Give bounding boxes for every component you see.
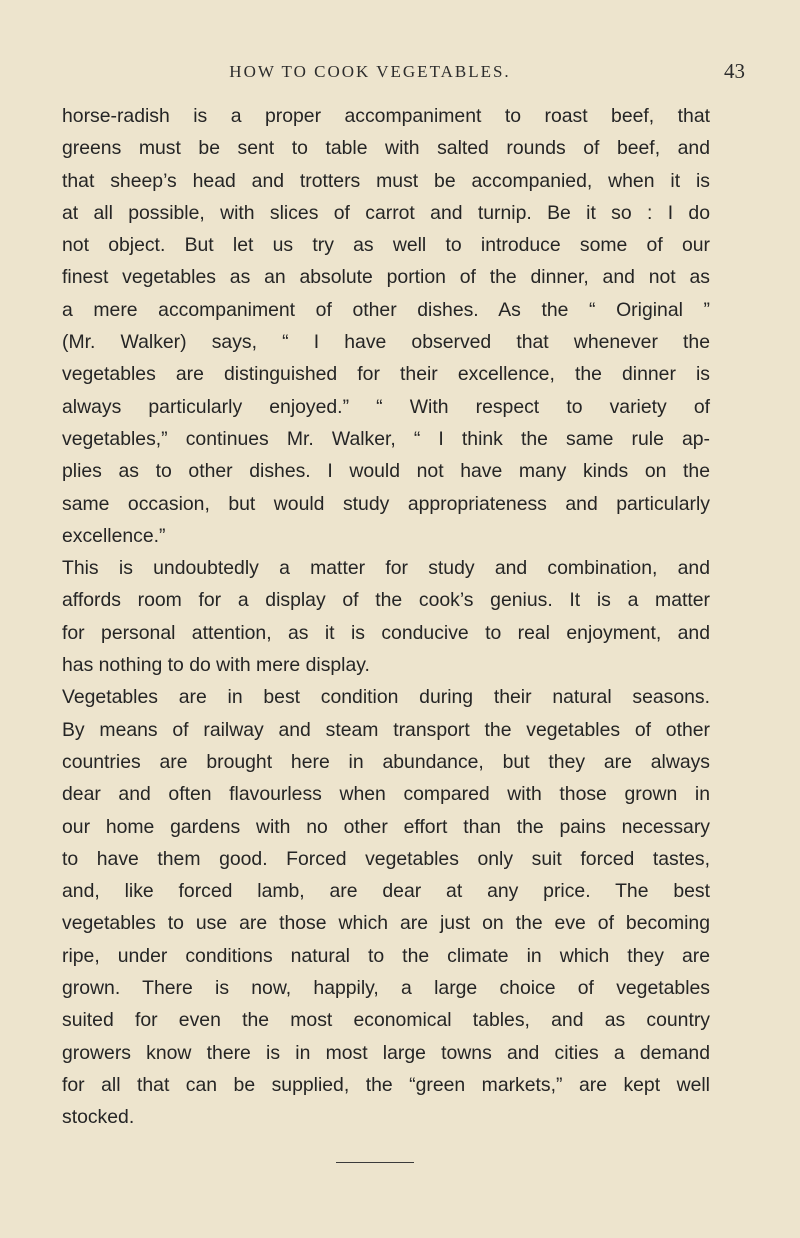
body-text xyxy=(62,100,710,1134)
text-line: Vegetables are in best condition during their natural seasons. xyxy=(62,686,710,709)
text-line: By means of railway and steam transport the vegetables of other xyxy=(62,718,710,741)
text-line: suited for even the most economical tables, and as country xyxy=(62,1009,710,1032)
text-line: for all that can be supplied, the “green markets,” are kept well xyxy=(62,1073,710,1096)
text-line: that sheep’s head and trotters must be accompanied, when it is xyxy=(62,169,710,192)
text-line: plies as to other dishes. I would not have many kinds on the xyxy=(62,460,710,483)
text-line: vegetables are distinguished for their excellence, the dinner is xyxy=(62,363,710,386)
text-line: (Mr. Walker) says, “ I have observed that whenever the xyxy=(62,331,710,354)
text-line: not object. But let us try as well to introduce some of our xyxy=(62,234,710,257)
text-line: horse-radish is a proper accompaniment to roast beef, that xyxy=(62,105,710,127)
text-line: a mere accompaniment of other dishes. As the “ Original ” xyxy=(62,298,710,321)
text-line: to have them good. Forced vegetables only suit forced tastes, xyxy=(62,847,710,870)
text-line: and, like forced lamb, are dear at any price. The best xyxy=(62,880,710,903)
text-line: vegetables,” continues Mr. Walker, “ I think the same rule ap- xyxy=(62,427,710,450)
text-line: vegetables to use are those which are just on the eve of becoming xyxy=(62,912,710,935)
text-line: stocked. xyxy=(62,1106,135,1129)
text-line: at all possible, with slices of carrot and turnip. Be it so : I do xyxy=(62,201,710,224)
text-line: finest vegetables as an absolute portion of the dinner, and not as xyxy=(62,266,710,289)
running-title: HOW TO COOK VEGETABLES. xyxy=(229,62,511,81)
section-end-rule xyxy=(336,1162,414,1163)
text-line: has nothing to do with mere display. xyxy=(62,654,370,677)
text-line: ripe, under conditions natural to the climate in which they are xyxy=(62,944,710,967)
text-line: same occasion, but would study appropriateness and particularly xyxy=(62,492,710,515)
text-line: dear and often flavourless when compared with those grown in xyxy=(62,783,710,806)
text-line: our home gardens with no other effort than the pains necessary xyxy=(62,815,710,838)
text-line: greens must be sent to table with salted rounds of beef, and xyxy=(62,137,710,160)
running-head xyxy=(0,50,800,90)
text-line: countries are brought here in abundance, but they are always xyxy=(62,750,710,773)
text-line: This is undoubtedly a matter for study and combination, and xyxy=(62,557,710,580)
text-line: always particularly enjoyed.” “ With respect to variety of xyxy=(62,395,710,418)
text-line: growers know there is in most large towns and cities a demand xyxy=(62,1041,710,1064)
page-number: 43 xyxy=(724,59,745,83)
text-line: affords room for a display of the cook’s genius. It is a matter xyxy=(62,589,710,612)
text-line: grown. There is now, happily, a large choice of vegetables xyxy=(62,977,710,1000)
text-line: excellence.” xyxy=(62,524,166,547)
text-line: for personal attention, as it is conducive to real enjoyment, and xyxy=(62,621,710,644)
